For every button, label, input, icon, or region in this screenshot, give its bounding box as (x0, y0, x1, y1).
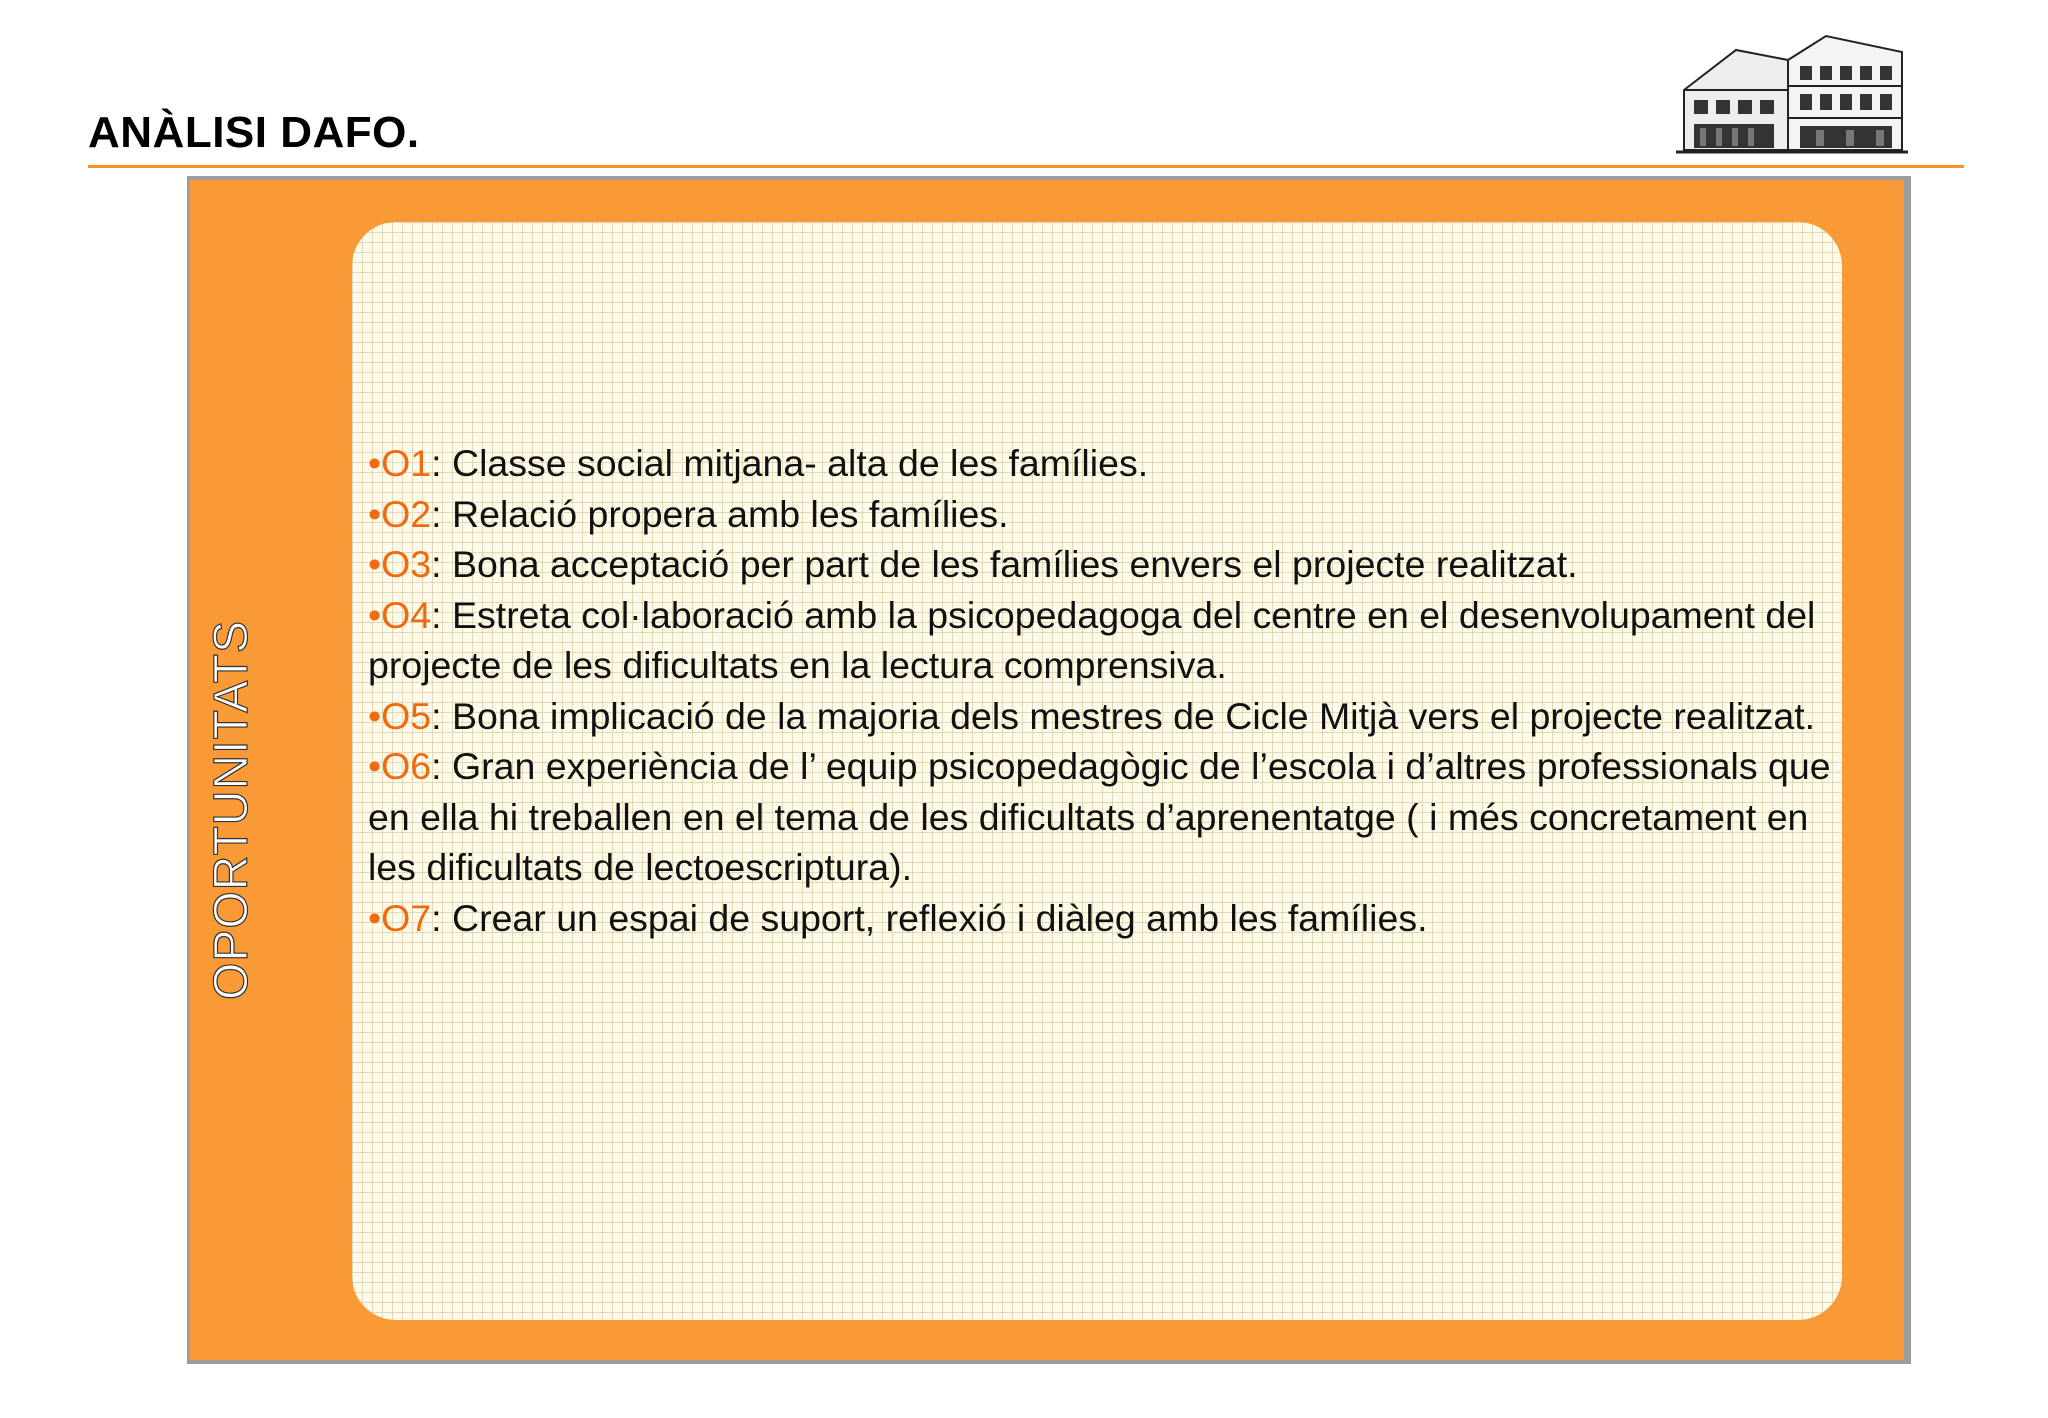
item-code: O6 (381, 745, 432, 787)
content-card (352, 222, 1842, 1320)
item-text: : Relació propera amb les famílies. (431, 492, 1009, 535)
opportunities-list (368, 438, 1832, 943)
section-label: OPORTUNITATS (205, 619, 258, 1000)
item-code: O5 (381, 694, 432, 737)
list-item (368, 893, 1832, 944)
item-code: O1 (381, 442, 432, 484)
item-bullet: • (368, 492, 382, 535)
item-text: : Gran experiència de l’ equip psicopedagògic de l’escola i d’altres professionals que en ella hi treballen en el tema de les dificultats d’aprenentatge ( i més concretament en les dificultats de lectoescriptura). (368, 745, 1831, 888)
page-title: ANÀLISI DAFO. (88, 108, 420, 157)
list-item (368, 691, 1832, 742)
item-bullet: • (368, 543, 382, 585)
list-item (368, 741, 1832, 893)
list-item (368, 489, 1832, 540)
item-bullet: • (368, 593, 382, 636)
item-text: : Crear un espai de suport, reflexió i diàleg amb les famílies. (431, 896, 1428, 939)
item-bullet: • (368, 442, 382, 484)
item-code: O7 (381, 896, 432, 939)
list-item (368, 539, 1832, 590)
item-text: : Bona implicació de la majoria dels mestres de Cicle Mitjà vers el projecte realitzat. (431, 694, 1816, 737)
item-code: O2 (381, 492, 432, 535)
item-bullet: • (368, 694, 382, 737)
item-bullet: • (368, 745, 382, 787)
list-item (368, 590, 1832, 691)
item-code: O4 (381, 593, 432, 636)
item-text: : Classe social mitjana- alta de les famílies. (431, 442, 1149, 484)
title-divider (88, 165, 1964, 168)
item-text: : Bona acceptació per part de les famílies envers el projecte realitzat. (431, 543, 1578, 585)
school-building-sketch-icon (1676, 30, 1908, 160)
item-text: : Estreta col·laboració amb la psicopedagoga del centre en el desenvolupament del projecte de les dificultats en la lectura comprensiva. (368, 593, 1816, 686)
item-bullet: • (368, 896, 382, 939)
item-code: O3 (381, 543, 432, 585)
list-item (368, 438, 1832, 489)
